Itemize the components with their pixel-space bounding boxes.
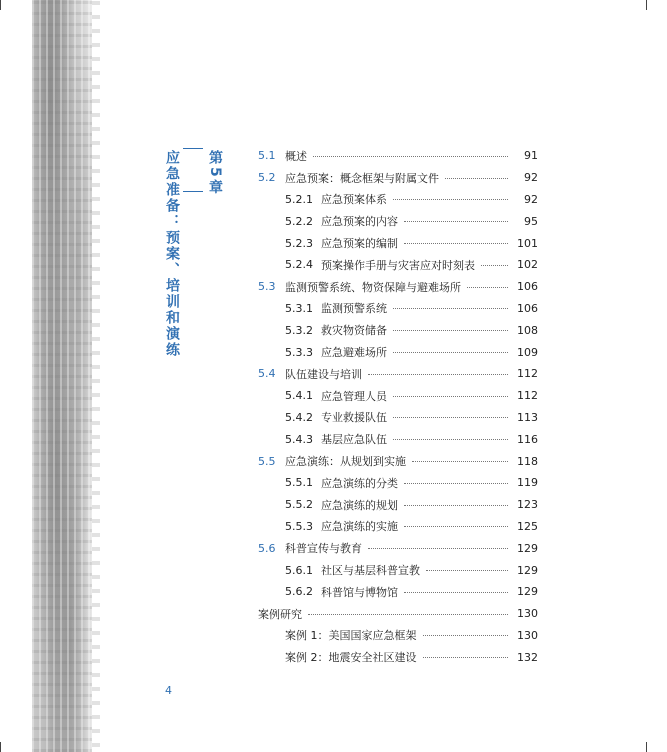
toc-title: 应急预案体系 bbox=[321, 193, 387, 207]
toc-title: 基层应急队伍 bbox=[321, 433, 387, 447]
toc-page-number: 112 bbox=[517, 367, 538, 381]
toc-title: 科普馆与博物馆 bbox=[321, 585, 398, 599]
crop-mark bbox=[0, 742, 1, 752]
toc-leader-dots bbox=[467, 286, 508, 288]
toc-leader-dots bbox=[481, 264, 508, 266]
toc-page-number: 129 bbox=[517, 541, 538, 555]
title-rule bbox=[183, 191, 203, 192]
toc-entry[interactable] bbox=[258, 472, 538, 494]
toc-title: 应急演练的分类 bbox=[321, 476, 398, 490]
toc-section-number: 5.6.1 bbox=[285, 563, 313, 577]
toc-leader-dots bbox=[404, 525, 508, 527]
title-rule bbox=[183, 148, 203, 149]
toc-section-number: 5.2 bbox=[258, 171, 276, 185]
crop-mark bbox=[646, 0, 647, 10]
toc-entry[interactable] bbox=[258, 581, 538, 603]
toc-title: 应急预案的内容 bbox=[321, 215, 398, 229]
toc-title: 科普宣传与教育 bbox=[285, 542, 362, 556]
toc-section-number: 5.4.2 bbox=[285, 410, 313, 424]
toc-title: 案例研究 bbox=[258, 607, 302, 621]
toc-leader-dots bbox=[393, 395, 508, 397]
toc-entry[interactable] bbox=[258, 189, 538, 211]
toc-entry[interactable] bbox=[258, 298, 538, 320]
toc-section-number: 5.2.1 bbox=[285, 192, 313, 206]
toc-title: 应急演练的实施 bbox=[321, 520, 398, 534]
toc-page-number: 91 bbox=[524, 149, 538, 163]
toc-section-number: 5.4.1 bbox=[285, 389, 313, 403]
toc-entry[interactable] bbox=[258, 276, 538, 298]
chapter-title: 应急准备：预案、培训和演练 bbox=[164, 150, 180, 358]
toc-leader-dots bbox=[308, 613, 508, 615]
toc-page-number: 108 bbox=[517, 323, 538, 337]
toc-leader-dots bbox=[393, 438, 508, 440]
toc-section-number: 5.5.3 bbox=[285, 519, 313, 533]
toc-entry[interactable] bbox=[258, 385, 538, 407]
toc-entry[interactable] bbox=[258, 559, 538, 581]
toc-entry[interactable] bbox=[258, 603, 538, 625]
toc-section-number: 5.4.3 bbox=[285, 432, 313, 446]
toc-title: 社区与基层科普宣教 bbox=[321, 564, 420, 578]
toc-entry[interactable] bbox=[258, 516, 538, 538]
toc-page-number: 106 bbox=[517, 301, 538, 315]
toc-title: 专业救援队伍 bbox=[321, 411, 387, 425]
toc-entry[interactable] bbox=[258, 232, 538, 254]
toc-title: 案例 1：美国国家应急框架 bbox=[285, 629, 417, 643]
toc-title: 应急管理人员 bbox=[321, 389, 387, 403]
toc-page-number: 112 bbox=[517, 389, 538, 403]
toc-section-number: 5.6 bbox=[258, 541, 276, 555]
toc-entry[interactable] bbox=[258, 145, 538, 167]
toc-entry[interactable] bbox=[258, 537, 538, 559]
toc-page-number: 130 bbox=[517, 607, 538, 621]
toc-entry[interactable] bbox=[258, 363, 538, 385]
toc-leader-dots bbox=[313, 155, 508, 157]
toc-section-number: 5.2.2 bbox=[285, 214, 313, 228]
toc-leader-dots bbox=[404, 482, 508, 484]
toc-section-number: 5.5 bbox=[258, 454, 276, 468]
toc-leader-dots bbox=[368, 547, 508, 549]
toc-section-number: 5.4 bbox=[258, 367, 276, 381]
toc-leader-dots bbox=[423, 656, 509, 658]
toc-title: 救灾物资储备 bbox=[321, 324, 387, 338]
table-of-contents bbox=[258, 145, 538, 668]
toc-leader-dots bbox=[423, 634, 509, 636]
toc-section-number: 5.6.2 bbox=[285, 585, 313, 599]
toc-section-number: 5.5.2 bbox=[285, 498, 313, 512]
toc-entry[interactable] bbox=[258, 341, 538, 363]
toc-page-number: 102 bbox=[517, 258, 538, 272]
toc-page-number: 119 bbox=[517, 476, 538, 490]
toc-page-number: 109 bbox=[517, 345, 538, 359]
toc-entry[interactable] bbox=[258, 254, 538, 276]
toc-title: 案例 2：地震安全社区建设 bbox=[285, 651, 417, 665]
decorative-texture-strip bbox=[32, 0, 94, 752]
toc-entry[interactable] bbox=[258, 494, 538, 516]
toc-section-number: 5.3.2 bbox=[285, 323, 313, 337]
toc-leader-dots bbox=[393, 351, 508, 353]
toc-entry[interactable] bbox=[258, 428, 538, 450]
crop-mark bbox=[646, 742, 647, 752]
toc-page-number: 118 bbox=[517, 454, 538, 468]
toc-page-number: 116 bbox=[517, 432, 538, 446]
toc-leader-dots bbox=[393, 307, 508, 309]
toc-leader-dots bbox=[393, 198, 508, 200]
toc-title: 预案操作手册与灾害应对时刻表 bbox=[321, 258, 475, 272]
toc-section-number: 5.2.4 bbox=[285, 258, 313, 272]
toc-title: 监测预警系统、物资保障与避难场所 bbox=[285, 280, 461, 294]
toc-page-number: 92 bbox=[524, 192, 538, 206]
toc-entry[interactable] bbox=[258, 319, 538, 341]
toc-leader-dots bbox=[393, 329, 508, 331]
toc-title: 应急预案的编制 bbox=[321, 237, 398, 251]
toc-entry[interactable] bbox=[258, 407, 538, 429]
toc-leader-dots bbox=[368, 373, 508, 375]
toc-page-number: 129 bbox=[517, 563, 538, 577]
toc-section-number: 5.3.1 bbox=[285, 301, 313, 315]
toc-page-number: 129 bbox=[517, 585, 538, 599]
toc-page-number: 130 bbox=[517, 628, 538, 642]
toc-section-number: 5.3.3 bbox=[285, 345, 313, 359]
toc-title: 应急避难场所 bbox=[321, 346, 387, 360]
crop-mark bbox=[0, 0, 1, 10]
toc-leader-dots bbox=[393, 416, 508, 418]
toc-entry[interactable] bbox=[258, 646, 538, 668]
toc-page-number: 125 bbox=[517, 519, 538, 533]
toc-page-number: 95 bbox=[524, 214, 538, 228]
toc-leader-dots bbox=[404, 242, 508, 244]
toc-page-number: 123 bbox=[517, 498, 538, 512]
toc-title: 应急演练的规划 bbox=[321, 498, 398, 512]
toc-section-number: 5.2.3 bbox=[285, 236, 313, 250]
toc-entry[interactable] bbox=[258, 625, 538, 647]
toc-section-number: 5.3 bbox=[258, 280, 276, 294]
toc-entry[interactable] bbox=[258, 210, 538, 232]
toc-section-number: 5.1 bbox=[258, 149, 276, 163]
toc-title: 应急预案：概念框架与附属文件 bbox=[285, 171, 439, 185]
toc-page-number: 132 bbox=[517, 650, 538, 664]
page-number: 4 bbox=[165, 684, 172, 697]
toc-entry[interactable] bbox=[258, 167, 538, 189]
toc-title: 应急演练：从规划到实施 bbox=[285, 455, 406, 469]
toc-title: 队伍建设与培训 bbox=[285, 367, 362, 381]
toc-entry[interactable] bbox=[258, 450, 538, 472]
toc-page-number: 101 bbox=[517, 236, 538, 250]
toc-leader-dots bbox=[404, 591, 508, 593]
toc-page-number: 113 bbox=[517, 410, 538, 424]
toc-leader-dots bbox=[404, 504, 508, 506]
toc-page-number: 106 bbox=[517, 280, 538, 294]
toc-page-number: 92 bbox=[524, 171, 538, 185]
toc-leader-dots bbox=[404, 220, 508, 222]
toc-title: 概述 bbox=[285, 149, 307, 163]
toc-leader-dots bbox=[445, 177, 508, 179]
toc-leader-dots bbox=[426, 569, 508, 571]
chapter-label: 第5章 bbox=[207, 150, 223, 197]
toc-title: 监测预警系统 bbox=[321, 302, 387, 316]
toc-section-number: 5.5.1 bbox=[285, 476, 313, 490]
toc-leader-dots bbox=[412, 460, 508, 462]
